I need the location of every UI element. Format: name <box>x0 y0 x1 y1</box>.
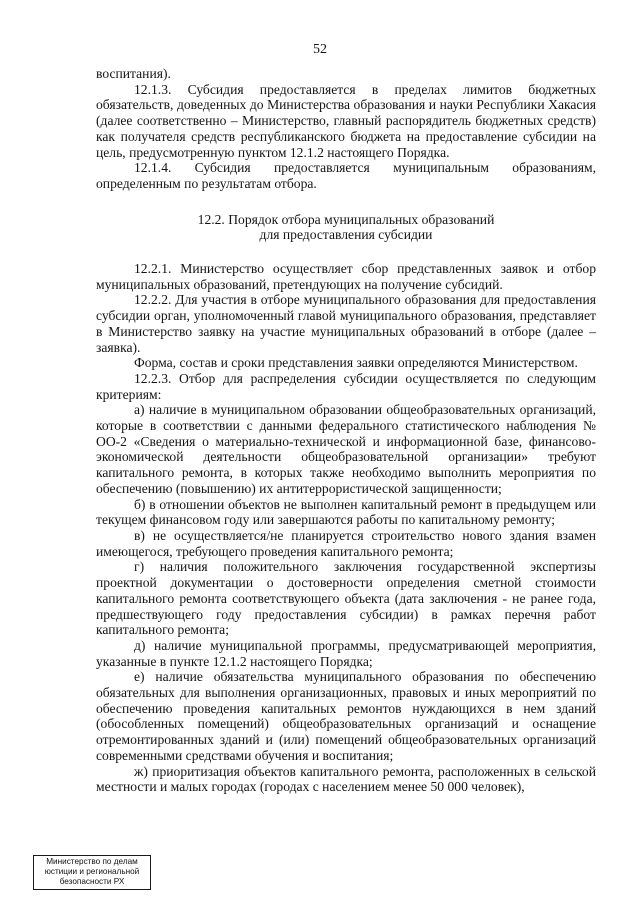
criterion-e: е) наличие обязательства муниципального образования по обеспечению обязательных для выполнения организационных, правовых и иных мероприятий по обеспечению проведения капитальных ремонтов нуждающихся в нем зданий (обособленных помещений) общеобразовательных организаций и оснащение отремонтированных зданий и (или) помещений общеобразовательных организаций современными средствами обучения и воспитания; <box>96 669 596 763</box>
criterion-b: б) в отношении объектов не выполнен капитальный ремонт в предыдущем или текущем финансовом году или завершаются работы по капитальному ремонту; <box>96 496 596 528</box>
criterion-d: д) наличие муниципальной программы, предусматривающей мероприятия, указанные в пункте 12.1.2 настоящего Порядка; <box>96 637 596 669</box>
section-heading-line-2: для предоставления субсидии <box>259 227 433 243</box>
section-heading-line-1: 12.2. Порядок отбора муниципальных образований <box>197 211 495 227</box>
criterion-g: г) наличия положительного заключения государственной экспертизы проектной документации о достоверности определения сметной стоимости капитального ремонта соответствующего объекта (дата заключения - не ранее года, предшествующего году предоставления субсидии) в рамках перечня работ капитального ремонта; <box>96 559 596 638</box>
section-heading-12-2 <box>96 212 596 243</box>
document-body <box>96 66 596 795</box>
paragraph-application-form: Форма, состав и сроки представления заявки определяются Министерством. <box>134 355 578 371</box>
paragraph-12-1-3: 12.1.3. Субсидия предоставляется в пределах лимитов бюджетных обязательств, доведенных до Министерства образования и науки Республики Хакасия (далее соответственно – Министерство, главный распорядитель бюджетных средств) как получателя средств республиканского бюджета на предоставление субсидии на цель, предусмотренную пунктом 12.1.2 настоящего Порядка. <box>96 81 596 160</box>
paragraph-continuation: воспитания). <box>96 66 171 81</box>
paragraph-12-2-2: 12.2.2. Для участия в отборе муниципального образования для предоставления субсидии орган, уполномоченный главой муниципального образования, представляет в Министерство заявку на участие муниципальных образований в отборе (далее – заявка). <box>96 292 596 355</box>
page-number: 52 <box>313 42 327 57</box>
criterion-zh: ж) приоритизация объектов капитального ремонта, расположенных в сельской местности и малых городах (городах с населением менее 50 000 человек), <box>96 763 596 795</box>
paragraph-12-2-1: 12.2.1. Министерство осуществляет сбор представленных заявок и отбор муниципальных образований, претендующих на получение субсидий. <box>96 261 596 292</box>
stamp-line-2: юстиции и региональной <box>44 867 140 876</box>
stamp-line-3: безопасности РХ <box>59 877 125 886</box>
paragraph-12-1-4: 12.1.4. Субсидия предоставляется муниципальным образованиям, определенным по результатам отбора. <box>96 160 596 191</box>
criterion-a: а) наличие в муниципальном образовании общеобразовательных организаций, которые в соответствии с данными федерального статистического наблюдения № ОО-2 «Сведения о материально-технической и информационной базе, финансово-экономической деятельности общеобразовательной организации» требуют капитального ремонта, в которых также необходимо выполнить мероприятия по обеспечению (повышению) их антитеррористической защищенности; <box>96 402 596 496</box>
criterion-v: в) не осуществляется/не планируется строительство нового здания взамен имеющегося, требующего проведения капитального ремонта; <box>96 527 596 559</box>
paragraph-12-2-3: 12.2.3. Отбор для распределения субсидии осуществляется по следующим критериям: <box>96 370 596 402</box>
stamp-line-1: Министерство по делам <box>46 857 138 866</box>
registration-stamp <box>33 855 151 890</box>
